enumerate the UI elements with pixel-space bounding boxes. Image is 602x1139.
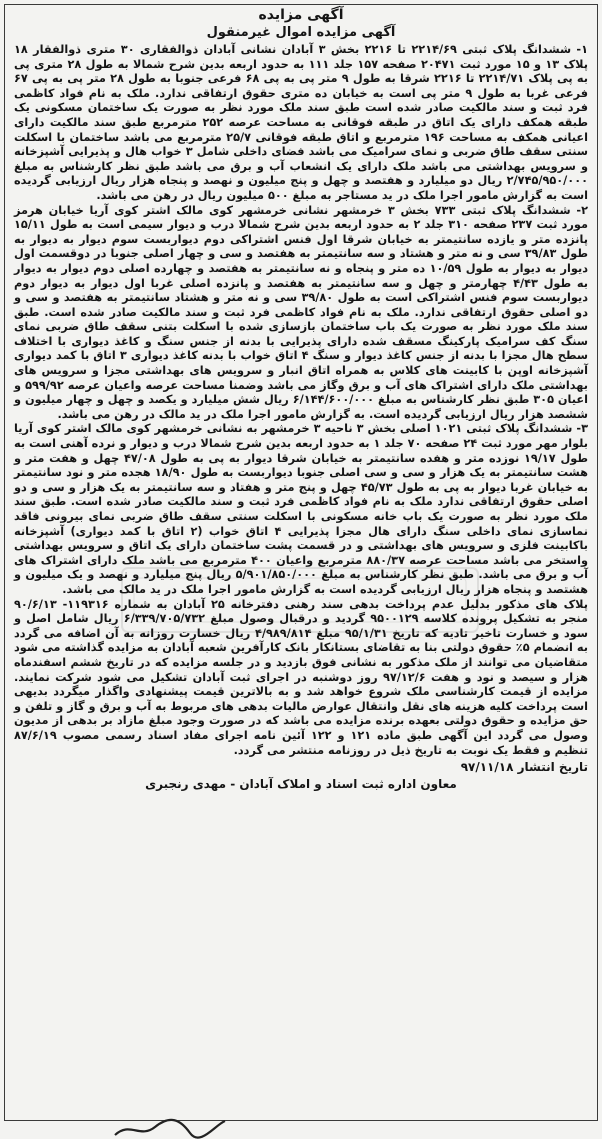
property-1-paragraph: ۱- ششدانگ پلاک ثبتی ۲۲۱۴/۶۹ تا ۲۲۱۶ بخش ۳ آبادان نشانی آبادان ذوالفقاری ۳۰ متری ذوالفقار ۱۸ پلاک ۱۳ و ۱۵ مورد ثبت ۲۰۴۷۱ صفحه ۱۵۷ جلد ۱۱۱ به حدود اربعه بدین شرح شمالا به طول ۲۸ متری پی به پی پلاک ۲۲۱۴/۷۱ تا ۲۲۱۶ شرقا به طول ۹ متر پی به پی ۶۸ فرعی جنوبا به طول ۲۸ متر پی به پی ۶۷ فرعی غربا به طول ۹ متر پی است به خیابان ده متری حقوق ارتفاقی ندارد. ملک به نام فواد کاظمی فرد ثبت و سند مالکیت صادر شده است طبق سند ملک مورد نظر به صورت یک ساختمان مسکونی یک طبقه همکف دارای یک اتاق در طبقه فوقانی به مساحت عرصه ۲۵۲ مترمربع طبق سند مالکیت دارای اعیانی همکف به مساحت ۱۹۶ مترمربع و اتاق طبقه فوقانی ۲۵/۷ مترمربع می باشد ساختمان با اسکلت سنتی سقف طاق ضربی و نمای سرامیک می باشد فضای داخلی شامل ۳ خواب هال و پذیرایی آشپزخانه و سرویس بهداشتی می باشد ملک دارای یک انشعاب آب و برق می باشد طبق نظر کارشناس به مبلغ ۲/۷۴۵/۹۵۰/۰۰۰ ریال دو میلیارد و هفتصد و چهل و پنج میلیون و نهصد و پنجاه هزار ریال ارزیابی گردیده است به گزارش مامور اجرا ملک در ید مستاجر به مبلغ ۵۰۰ میلیون ریال در رهن می باشد. — [14, 43, 589, 202]
notice-title: آگهی مزایده — [258, 7, 344, 23]
auction-terms-paragraph: پلاک های مذکور بدلیل عدم پرداخت بدهی سند رهنی دفترخانه ۲۵ آبادان به شماره ۱۱۹۳۱۶- ۹۰/۶/۱۳ منجر به تشکیل پرونده کلاسه ۹۵۰۰۱۲۹ گردید و درقبال وصول مبلغ ۶/۳۳۹/۷۰۵/۷۳۲ ریال شامل اصل و سود و خسارت تاخیر تادیه که تاریخ ۹۵/۱/۳۱ مبلغ ۴/۹۸۹/۸۱۴ ریال خسارت روزانه به آن اضافه می گردد به انضمام ۵٪ حقوق دولتی بنا به تقاضای بستانکار بانک کارآفرین شعبه آبادان به مزایده گذاشته می شود متقاضیان می توانند از ملک مذکور به نشانی فوق بازدید و در جلسه مزایده که در تاریخ ششم اسفندماه هزار و سیصد و نود و هفت ۹۷/۱۲/۶ روز دوشنبه در اجرای ثبت آبادان تشکیل می شود شرکت نمایند. مزایده از قیمت کارشناسی ملک شروع خواهد شد و به بالاترین قیمت پیشنهادی واگذار میگردد بدیهی است پرداخت کلیه هزینه های نقل وانتقال عوارض مالیات بدهی های مربوط به آب و برق و گاز و تلفن و حق مزایده و حقوق دولتی بعهده برنده مزایده می باشد که در صورت وجود مبلغ مازاد بر بدهی از مدیون وصول می گردد این آگهی طبق ماده ۱۲۱ و ۱۲۲ آئین نامه اجرای مفاد اسناد رسمی مصوب ۸۷/۶/۱۹ تنظیم و فقط یک نوبت به تاریخ ذیل در روزنامه منتشر می گردد. — [14, 597, 588, 757]
notice-body — [14, 43, 588, 758]
notice-footer — [14, 760, 588, 791]
publish-date: تاریخ انتشار ۹۷/۱۱/۱۸ — [460, 760, 588, 775]
signatory-line: معاون اداره ثبت اسناد و املاک آبادان - مهدی رنجبری — [145, 777, 457, 792]
handwritten-signature — [110, 1117, 230, 1139]
property-3-paragraph: ۳- ششدانگ پلاک ثبتی ۱۰۲۱ اصلی بخش ۳ ناحیه ۳ خرمشهر به نشانی خرمشهر کوی مالک اشتر کوی آریا بلوار مهر مورد ثبت ۲۴ صفحه ۷۰ جلد ۱ به حدود اربعه بدین شرح شمالا درب و دیوار و نرده آهنی است به طول ۱۹/۱۷ نوزده متر و هفده سانتیمتر به خیابان شرقا دیوار به پی به طول ۴۷/۰۸ چهل و هفت متر و هشت سانتیمتر به یک هزار و سی و سی اصلی جنوبا دیواربست به طول ۱۸/۹۰ هجده متر و نود سانتیمتر به خیابان غربا دیوار به پی به طول ۴۵/۷۳ چهل و پنج متر و هفتاد و سه سانتیمتر به یک هزار و سی و دو اصلی حقوق ارتفاقی ندارد ملک به نام فواد کاظمی فرد ثبت و سند مالکیت صادر شده است. طبق سند ملک مورد نظر به صورت یک باب خانه مسکونی با اسکلت سنتی سقف طاق ضربی نمای بیرونی فاقد نماسازی نمای داخلی سنگ دارای هال مجزا پذیرایی ۴ اتاق خواب (۲ اتاق با کمد دیواری) آشپزخانه باکابینت فلزی و سرویس های بهداشتی و در قسمت پشت ساختمان دارای یک اتاق و سرویس بهداشتی واستخر می باشد مساحت عرصه ۸۸۰/۳۷ مترمربع واعیان ۴۰۰ مترمربع می باشد ملک دارای اشتراک های آب و برق می باشد. طبق نظر کارشناس به مبلغ ۵/۹۰۱/۸۵۰/۰۰۰ ریال پنج میلیارد و نهصد و یک میلیون و هشتصد و پنجاه هزار ریال ارزیابی گردیده است به گزارش مامور اجرا ملک در ید مالک می باشد. — [14, 422, 588, 596]
notice-subtitle: آگهی مزایده اموال غیرمنقول — [206, 25, 396, 40]
property-2-paragraph: ۲- ششدانگ پلاک ثبتی ۷۳۳ بخش ۳ خرمشهر نشانی خرمشهر کوی مالک اشتر کوی آریا خیابان هرمز مورد ثبت ۲۳۷ صفحه ۳۱۰ جلد ۲ به حدود اربعه بدین شرح شمالا درب و دیوار سیمی است به طول ۱۵/۱۱ پانزده متر و یازده سانتیمتر به خیابان شرقا اول فنس اشتراکی دوم دیواربست سوم دیوار به دیوار به طول ۳۹/۸۳ سی و نه متر و هشتاد و سه سانتیمتر به هفتصد و سی و چهار اصلی جنوبا در دوقسمت اول دیوار به دیوار به طول ۱۰/۵۹ ده متر و پنجاه و نه سانتیمتر به هفتصد و چهارده اصلی دوم دیوار به دیوار به طول ۴/۴۳ چهارمتر و چهل و سه سانتیمتر به هفتصد و پانزده اصلی غربا اول دیوار به دیوار دوم دیواربست سوم فنس اشتراکی است به طول ۳۹/۸۰ سی و نه متر و هشتاد سانتیمتر به هفتصد و سی و دو اصلی حقوق ارتفاقی ندارد. ملک به نام فواد کاظمی فرد ثبت و سند مالکیت صادر شده است. طبق سند ملک مورد نظر به صورت یک باب ساختمان بازسازی شده با اسکلت بتنی سقف طاق ضربی نمای سنگ کف سرامیک پارکینگ مسقف شده دارای پذیرایی با بدنه از جنس سنگ و کاغذ دیواری با اختلاف سطح هال مجزا با بدنه از جنس کاغذ دیوار و سنگ ۴ اتاق خواب با بدنه کاغذ دیواری ۳ اتاق با کمد دیواری آشپزخانه اوپن با کابینت های کلاس به همراه اتاق انبار و سرویس های بهداشتی مجزا و سرویس های بهداشتی ملک دارای اشتراک های آب و برق وگاز می باشد وضمنا مساحت عرصه واعیان عرصه ۵۹۹/۹۲ و اعیان ۳۰۵ طبق نظر کارشناس به مبلغ ۶/۱۴۴/۶۰۰/۰۰۰ ریال شش میلیارد و یکصد و چهل و چهار میلیون و ششصد هزار ریال ارزیابی گردیده است. به گزارش مامور اجرا ملک در ید مالک در رهن می باشد. — [14, 203, 589, 421]
